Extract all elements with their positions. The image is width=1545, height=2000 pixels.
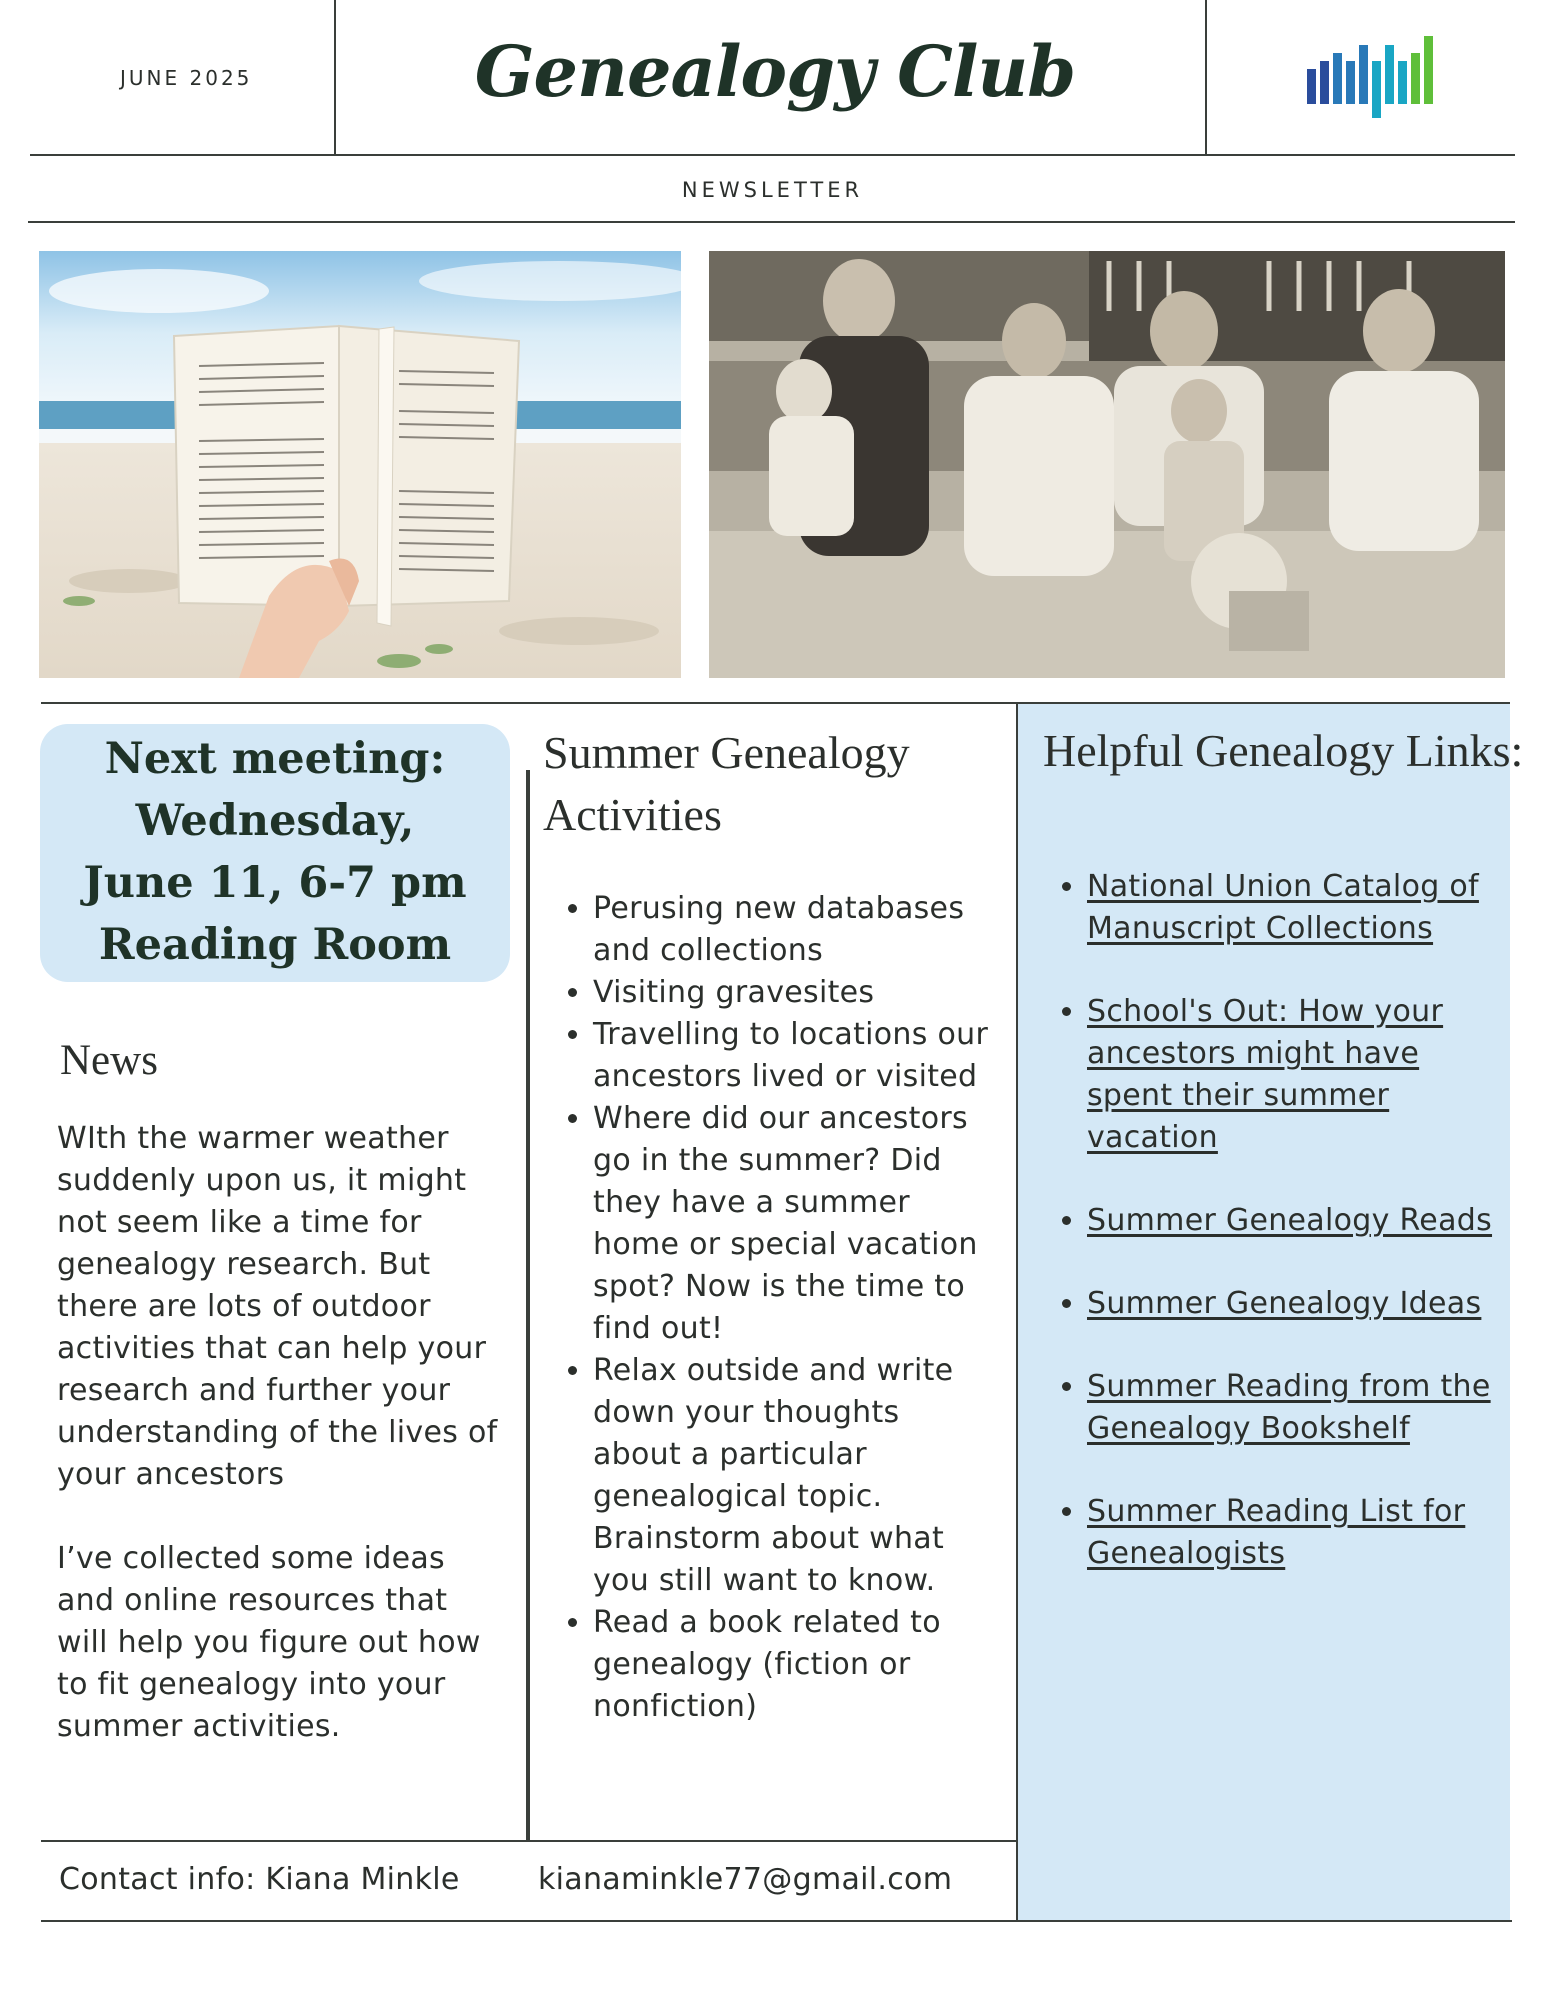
next-meeting-callout: [40, 724, 510, 982]
list-item: [1087, 1200, 1503, 1242]
list-item: • Read a book related to genealogy (fiction or nonfiction): [593, 1602, 993, 1728]
activities-list: [543, 888, 993, 1728]
list-item: [1087, 1366, 1503, 1450]
link-schools-out[interactable]: School's Out: How your ancestors might have spent their summer vacation: [1087, 994, 1444, 1155]
link-summer-reading-bookshelf[interactable]: Summer Reading from the Genealogy Bookshelf: [1087, 1369, 1491, 1446]
activities-heading: Summer Genealogy Activities: [543, 727, 910, 840]
list-item: • Relax outside and write down your thoughts about a particular genealogical topic. Brainstorm about what you still want to know.: [593, 1350, 993, 1602]
footer-rule: [41, 1920, 1512, 1922]
newsletter-label: NEWSLETTER: [681, 178, 864, 202]
bar-chart-logo-icon: [1300, 34, 1450, 130]
list-item: [1087, 991, 1503, 1159]
vintage-family-photo: [709, 251, 1505, 678]
column-divider-left: [526, 770, 530, 1840]
contact-info: Contact info: Kiana Minkle: [59, 1862, 460, 1897]
link-summer-reading-list[interactable]: Summer Reading List for Genealogists: [1087, 1494, 1466, 1571]
news-body: [57, 1118, 507, 1790]
list-item: [1087, 1283, 1503, 1325]
list-item: • Where did our ancestors go in the summer? Did they have a summer home or special vacation spot? Now is the time to find out!: [593, 1098, 993, 1350]
list-item: • Perusing new databases and collections: [593, 888, 993, 972]
link-summer-genealogy-reads[interactable]: Summer Genealogy Reads: [1087, 1203, 1493, 1238]
header-rule: [30, 154, 1515, 156]
news-heading: News: [60, 1037, 158, 1084]
newsletter-rule: [28, 221, 1515, 223]
news-paragraph: I’ve collected some ideas and online resources that will help you figure out how to fit genealogy into your summer activities.: [57, 1541, 481, 1744]
page-title: Genealogy Club: [474, 30, 1076, 113]
newsletter-date: JUNE 2025: [120, 66, 253, 90]
beach-book-photo: [39, 251, 681, 678]
news-paragraph: WIth the warmer weather suddenly upon us, it might not seem like a time for genealogy research. But there are lots of outdoor activities that can help your research and further your understanding of the lives of your ancestors: [57, 1121, 498, 1492]
links-heading: Helpful Genealogy Links:: [1043, 725, 1524, 776]
link-national-union-catalog[interactable]: National Union Catalog of Manuscript Collections: [1087, 869, 1479, 946]
links-list: [1043, 866, 1503, 1616]
meeting-line-2: Wednesday,: [135, 796, 415, 846]
list-item: [1087, 1491, 1503, 1575]
list-item: • Visiting gravesites: [593, 972, 993, 1014]
column-divider-right: [1016, 702, 1018, 1920]
list-item: • Travelling to locations our ancestors lived or visited: [593, 1014, 993, 1098]
header-divider-right: [1205, 0, 1207, 154]
link-summer-genealogy-ideas[interactable]: Summer Genealogy Ideas: [1087, 1286, 1482, 1321]
list-item: [1087, 866, 1503, 950]
meeting-line-1: Next meeting:: [104, 734, 446, 784]
contact-top-rule: [41, 1840, 1018, 1842]
contact-email-link[interactable]: kianaminkle77@gmail.com: [538, 1862, 953, 1897]
meeting-line-3: June 11, 6-7 pm: [83, 858, 467, 908]
meeting-line-4: Reading Room: [98, 920, 452, 970]
